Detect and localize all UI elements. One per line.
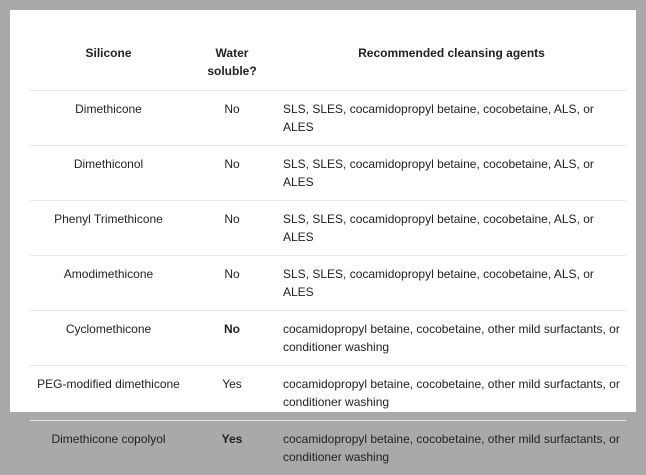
cell-silicone: Dimethiconol (30, 146, 187, 201)
table-row (30, 366, 626, 421)
cell-cleansing-agents: cocamidopropyl betaine, cocobetaine, other mild surfactants, or conditioner washing (277, 421, 626, 475)
cell-cleansing-agents: cocamidopropyl betaine, cocobetaine, other mild surfactants, or conditioner washing (277, 366, 626, 421)
cell-cleansing-agents: cocamidopropyl betaine, cocobetaine, other mild surfactants, or conditioner washing (277, 311, 626, 366)
table-frame (10, 10, 636, 412)
cell-silicone: Cyclomethicone (30, 311, 187, 366)
cell-silicone: Amodimethicone (30, 256, 187, 311)
header-row (30, 42, 626, 91)
table-row (30, 256, 626, 311)
cell-water-soluble: Yes (187, 366, 277, 421)
cell-water-soluble: Yes (187, 421, 277, 475)
cell-cleansing-agents: SLS, SLES, cocamidopropyl betaine, cocobetaine, ALS, or ALES (277, 146, 626, 201)
cell-water-soluble: No (187, 311, 277, 366)
cell-water-soluble: No (187, 146, 277, 201)
cell-water-soluble: No (187, 256, 277, 311)
cell-cleansing-agents: SLS, SLES, cocamidopropyl betaine, cocobetaine, ALS, or ALES (277, 256, 626, 311)
table-row (30, 91, 626, 146)
header-water-soluble: Water soluble? (187, 42, 277, 91)
table-row (30, 201, 626, 256)
cell-silicone: Dimethicone (30, 91, 187, 146)
cell-silicone: Dimethicone copolyol (30, 421, 187, 475)
table-row (30, 421, 626, 475)
table-row (30, 146, 626, 201)
table-row (30, 311, 626, 366)
cell-silicone: Phenyl Trimethicone (30, 201, 187, 256)
cell-cleansing-agents: SLS, SLES, cocamidopropyl betaine, cocobetaine, ALS, or ALES (277, 201, 626, 256)
header-cleansing-agents: Recommended cleansing agents (277, 42, 626, 91)
cell-water-soluble: No (187, 201, 277, 256)
header-silicone: Silicone (30, 42, 187, 91)
cell-silicone: PEG-modified dimethicone (30, 366, 187, 421)
cell-cleansing-agents: SLS, SLES, cocamidopropyl betaine, cocobetaine, ALS, or ALES (277, 91, 626, 146)
silicone-table (30, 42, 626, 475)
cell-water-soluble: No (187, 91, 277, 146)
